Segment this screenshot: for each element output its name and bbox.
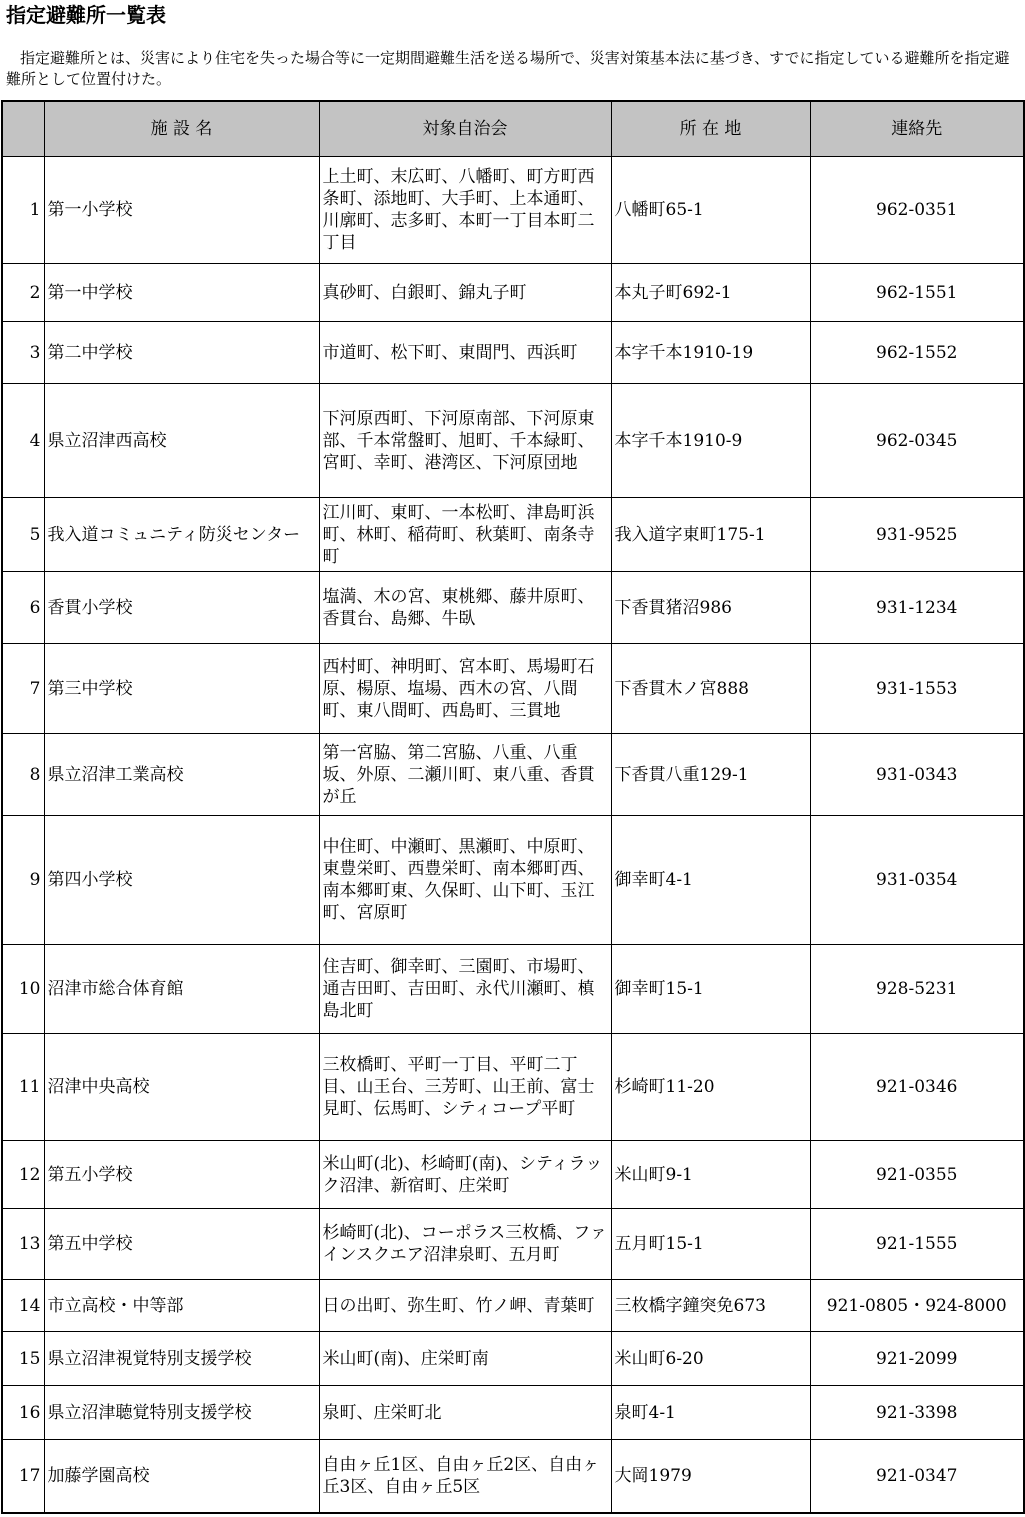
facility-name: 県立沼津西高校 — [44, 384, 319, 498]
table-row — [2, 157, 1024, 264]
target-areas: 中住町、中瀬町、黒瀬町、中原町、東豊栄町、西豊栄町、南本郷町西、南本郷町東、久保町、山下町、玉江町、宮原町 — [319, 816, 611, 945]
contact-number: 962-1552 — [810, 322, 1024, 384]
target-areas: 第一宮脇、第二宮脇、八重、八重坂、外原、二瀬川町、東八重、香貫が丘 — [319, 734, 611, 816]
address: 泉町4-1 — [611, 1386, 810, 1440]
contact-number: 921-0805・924-8000 — [810, 1280, 1024, 1332]
table-row — [2, 734, 1024, 816]
contact-number: 931-9525 — [810, 498, 1024, 572]
facility-name: 県立沼津工業高校 — [44, 734, 319, 816]
target-areas: 塩満、木の宮、東桃郷、藤井原町、香貫台、島郷、牛臥 — [319, 572, 611, 644]
row-number: 15 — [2, 1332, 44, 1386]
table-row — [2, 816, 1024, 945]
contact-number: 931-1553 — [810, 644, 1024, 734]
row-number: 13 — [2, 1209, 44, 1280]
contact-number: 921-0355 — [810, 1141, 1024, 1209]
row-number: 3 — [2, 322, 44, 384]
contact-number: 962-1551 — [810, 264, 1024, 322]
address: 米山町9-1 — [611, 1141, 810, 1209]
target-areas: 泉町、庄栄町北 — [319, 1386, 611, 1440]
header-number — [2, 101, 44, 157]
contact-number: 931-0354 — [810, 816, 1024, 945]
target-areas: 真砂町、白銀町、錦丸子町 — [319, 264, 611, 322]
target-areas: 米山町(南)、庄栄町南 — [319, 1332, 611, 1386]
table-row — [2, 572, 1024, 644]
table-body — [2, 157, 1024, 1513]
target-areas: 自由ヶ丘1区、自由ヶ丘2区、自由ヶ丘3区、自由ヶ丘5区 — [319, 1440, 611, 1513]
facility-name: 第五中学校 — [44, 1209, 319, 1280]
row-number: 10 — [2, 945, 44, 1034]
facility-name: 第三中学校 — [44, 644, 319, 734]
target-areas: 住吉町、御幸町、三園町、市場町、通吉田町、吉田町、永代川瀬町、槙島北町 — [319, 945, 611, 1034]
facility-name: 県立沼津視覚特別支援学校 — [44, 1332, 319, 1386]
facility-name: 沼津市総合体育館 — [44, 945, 319, 1034]
facility-name: 県立沼津聴覚特別支援学校 — [44, 1386, 319, 1440]
row-number: 11 — [2, 1034, 44, 1141]
row-number: 1 — [2, 157, 44, 264]
table-row — [2, 1332, 1024, 1386]
target-areas: 市道町、松下町、東間門、西浜町 — [319, 322, 611, 384]
table-row — [2, 264, 1024, 322]
shelter-table — [1, 100, 1025, 1514]
facility-name: 第五小学校 — [44, 1141, 319, 1209]
table-row — [2, 1209, 1024, 1280]
contact-number: 931-0343 — [810, 734, 1024, 816]
row-number: 16 — [2, 1386, 44, 1440]
contact-number: 921-3398 — [810, 1386, 1024, 1440]
contact-number: 928-5231 — [810, 945, 1024, 1034]
contact-number: 931-1234 — [810, 572, 1024, 644]
row-number: 9 — [2, 816, 44, 945]
facility-name: 加藤学園高校 — [44, 1440, 319, 1513]
row-number: 7 — [2, 644, 44, 734]
address: 下香貫猪沼986 — [611, 572, 810, 644]
table-header-row — [2, 101, 1024, 157]
target-areas: 上土町、末広町、八幡町、町方町西条町、添地町、大手町、上本通町、川廓町、志多町、本町一丁目本町二丁目 — [319, 157, 611, 264]
address: 八幡町65-1 — [611, 157, 810, 264]
address: 我入道字東町175-1 — [611, 498, 810, 572]
address: 杉崎町11-20 — [611, 1034, 810, 1141]
row-number: 2 — [2, 264, 44, 322]
target-areas: 日の出町、弥生町、竹ノ岬、青葉町 — [319, 1280, 611, 1332]
address: 本字千本1910-9 — [611, 384, 810, 498]
table-row — [2, 498, 1024, 572]
table-row — [2, 1034, 1024, 1141]
contact-number: 921-1555 — [810, 1209, 1024, 1280]
table-row — [2, 1440, 1024, 1513]
address: 下香貫八重129-1 — [611, 734, 810, 816]
facility-name: 我入道コミュニティ防災センター — [44, 498, 319, 572]
row-number: 4 — [2, 384, 44, 498]
address: 大岡1979 — [611, 1440, 810, 1513]
facility-name: 沼津中央高校 — [44, 1034, 319, 1141]
address: 本字千本1910-19 — [611, 322, 810, 384]
target-areas: 杉崎町(北)、コーポラス三枚橋、ファインスクエア沼津泉町、五月町 — [319, 1209, 611, 1280]
address: 五月町15-1 — [611, 1209, 810, 1280]
target-areas: 江川町、東町、一本松町、津島町浜町、林町、稲荷町、秋葉町、南条寺町 — [319, 498, 611, 572]
facility-name: 第一中学校 — [44, 264, 319, 322]
target-areas: 三枚橋町、平町一丁目、平町二丁目、山王台、三芳町、山王前、富士見町、伝馬町、シティコープ平町 — [319, 1034, 611, 1141]
contact-number: 921-2099 — [810, 1332, 1024, 1386]
row-number: 6 — [2, 572, 44, 644]
table-row — [2, 644, 1024, 734]
facility-name: 第四小学校 — [44, 816, 319, 945]
row-number: 17 — [2, 1440, 44, 1513]
address: 下香貫木ノ宮888 — [611, 644, 810, 734]
header-facility-name: 施 設 名 — [44, 101, 319, 157]
intro-text: 指定避難所とは、災害により住宅を失った場合等に一定期間避難生活を送る場所で、災害対策基本法に基づき、すでに指定している避難所を指定避難所として位置付けた。 — [6, 49, 1010, 88]
contact-number: 962-0351 — [810, 157, 1024, 264]
address: 米山町6-20 — [611, 1332, 810, 1386]
address: 御幸町15-1 — [611, 945, 810, 1034]
row-number: 5 — [2, 498, 44, 572]
table-row — [2, 384, 1024, 498]
address: 御幸町4-1 — [611, 816, 810, 945]
header-contact: 連絡先 — [810, 101, 1024, 157]
facility-name: 第一小学校 — [44, 157, 319, 264]
address: 本丸子町692-1 — [611, 264, 810, 322]
facility-name: 第二中学校 — [44, 322, 319, 384]
page-title: 指定避難所一覧表 — [6, 3, 166, 27]
row-number: 8 — [2, 734, 44, 816]
table-row — [2, 1141, 1024, 1209]
table-row — [2, 945, 1024, 1034]
contact-number: 921-0347 — [810, 1440, 1024, 1513]
header-address: 所 在 地 — [611, 101, 810, 157]
facility-name: 香貫小学校 — [44, 572, 319, 644]
contact-number: 921-0346 — [810, 1034, 1024, 1141]
address: 三枚橋字鐘突免673 — [611, 1280, 810, 1332]
target-areas: 米山町(北)、杉崎町(南)、シティラック沼津、新宿町、庄栄町 — [319, 1141, 611, 1209]
table-row — [2, 1280, 1024, 1332]
row-number: 12 — [2, 1141, 44, 1209]
facility-name: 市立高校・中等部 — [44, 1280, 319, 1332]
header-target-areas: 対象自治会 — [319, 101, 611, 157]
table-row — [2, 1386, 1024, 1440]
table-row — [2, 322, 1024, 384]
row-number: 14 — [2, 1280, 44, 1332]
contact-number: 962-0345 — [810, 384, 1024, 498]
target-areas: 下河原西町、下河原南部、下河原東部、千本常盤町、旭町、千本緑町、宮町、幸町、港湾区、下河原団地 — [319, 384, 611, 498]
target-areas: 西村町、神明町、宮本町、馬場町石原、楊原、塩場、西木の宮、八間町、東八間町、西島町、三貫地 — [319, 644, 611, 734]
